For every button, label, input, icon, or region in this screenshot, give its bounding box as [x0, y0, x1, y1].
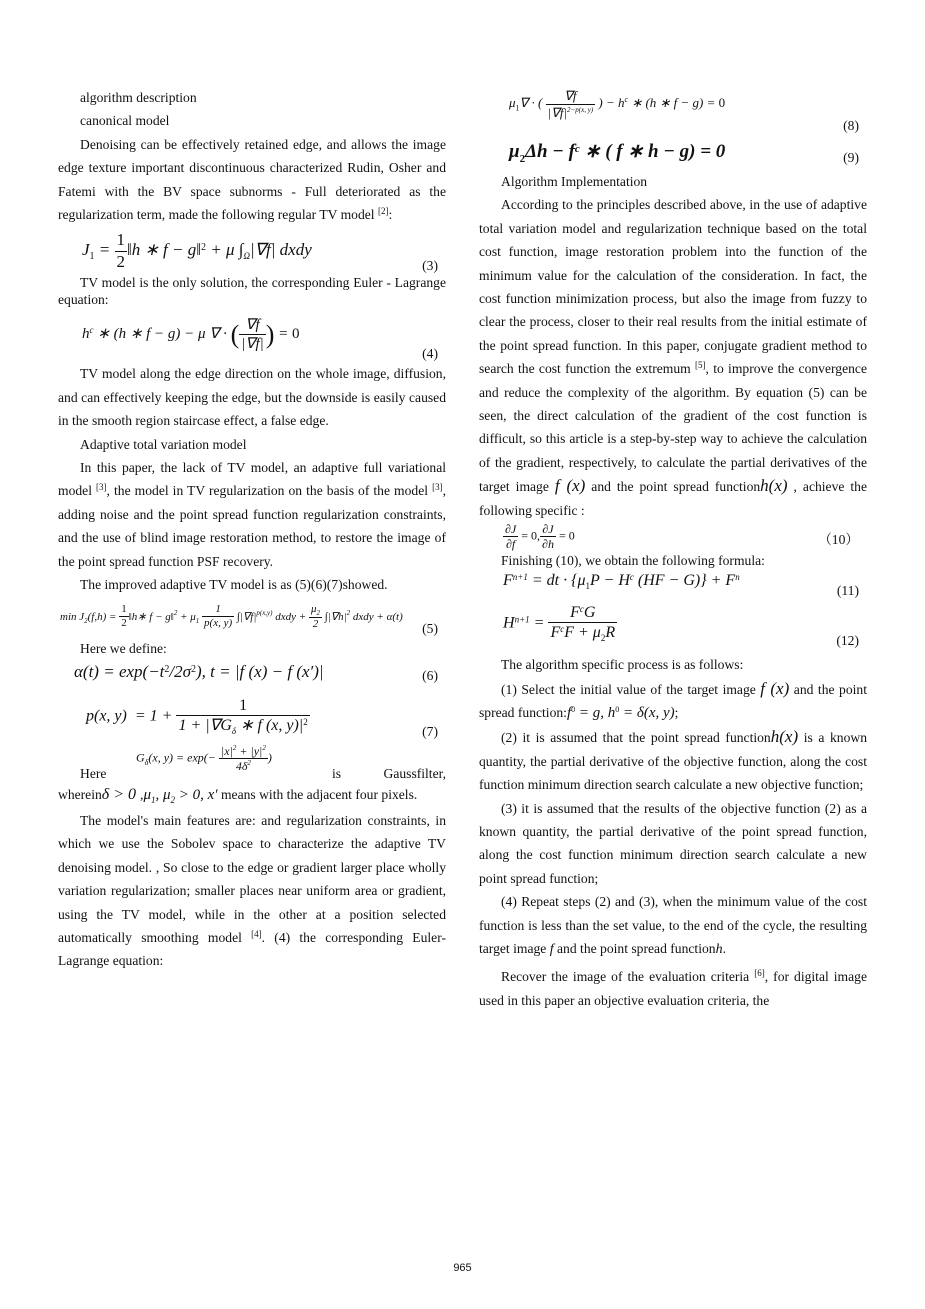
paragraph-define: Here we define: — [80, 640, 167, 656]
paragraph-tv-unique: TV model is the only solution, the corresponding Euler - Lagrange equation: — [58, 275, 446, 308]
page-number: 965 — [453, 1262, 472, 1274]
heading-algorithm-description: algorithm description — [80, 90, 197, 105]
heading-canonical-model: canonical model — [80, 113, 170, 129]
paragraph-improved: The improved adaptive TV model is as (5)(6)(7)showed. — [80, 577, 388, 593]
step-1: (1) Select the initial value of the target image f (x) and the point spread $function:f^0 = g$, $h^0 = \delta(x$, y); — [479, 678, 867, 721]
citation: [3] — [432, 482, 443, 493]
heading-adaptive-tv: Adaptive total variation model — [80, 436, 247, 452]
equation-8: $\mu_1\nabla$ · ( $\frac{\nabla f}{|\nabla f|^{2-p(x, y)}}$ ) − $h^c$ ∗ (h ∗ f − g) = 0 (8) — [509, 88, 859, 133]
equation-11: $F^{n+1}$ = dt · {$\mu_1P - H^c$ $(HF - G)\} + F^n$ (11) — [503, 572, 859, 599]
equation-number: （10） — [818, 532, 859, 548]
equation-number: (5) — [422, 620, 438, 636]
equation-number: (6) — [422, 667, 438, 683]
equation-number: (8) — [843, 118, 859, 133]
equation-10: $\frac{\partial J}{\partial f}$ = 0, $\frac{\partial J}{\partial h}$ = 0 （10） — [505, 522, 859, 552]
paragraph-principles: According to the principles described above, in the use of adaptive total variation model and regularization technique based on the total cost function, image restoration problem into the function of the minimum value for the calculation of the consideration. In fact, the cost function minimization process, but also the image from fuzzy to clear the process, closer to their real results from the initial estimate of the point spread function. In this paper, conjugate gradient method to search the cost function the extremum [5], to improve the convergence and reduce the complexity of the algorithm. By equation (5) can be seen, the direct calculation of the gradient of the cost function is difficult, so this article is a step-by-step way to achieve the calculation of the gradient, respectively, to calculate the partial derivatives of the target image f (x) and the point spread functionh(x) , achieve the following specific : — [479, 197, 867, 518]
paragraph-features: The model's main features are: and regularization constraints, in which we use the Sobolev space to characterize the adaptive TV denoising model. , So close to the edge or gradient larger place wholly variation regularization; smaller places near uniform area or gradient, using the TV model, while in the other at a position selected automatically smoothing model [4]. (4) the corresponding Euler-Lagrange equation: — [58, 812, 446, 969]
paragraph-denoising: Denoising can be effectively retained edge, and allows the image edge texture important discontinuous characterized Rudin, Osher and Fatemi with the BV space subnorms - Full deteriorated as the regularization term, made the following regular TV model [2]: — [58, 136, 446, 223]
equation-5: $\min J_2(f,h)$ = $\frac{1}{2}$ ‖h∗ f − g‖$^2$ + $\mu_1$ $\frac{1}{p(x, y)}$ $\int|\nabla f|^{p(x,y)}$ dxdy + $\frac{\mu_2}{2}$ $\int|\nabla h|^2$ dxdy + α(t) (5) — [60, 602, 438, 636]
right-column — [479, 86, 867, 1012]
left-column — [58, 86, 446, 973]
equation-number: (9) — [843, 150, 859, 165]
equation-4: $h^c$ ∗ (h ∗ f − g) − μ ∇ · ( $\frac{\nabla f}{|\nabla f|}$ ) = 0 (4) — [82, 317, 438, 362]
citation: [4] — [251, 928, 262, 939]
gauss-filter-line: Here $G_\delta(x$, y) = exp(− $\frac{|x|^2 + |y|^2}{4\delta^2}$ ) is Gaussfilter, — [80, 743, 446, 781]
equation-number: (4) — [422, 346, 438, 362]
step-2: (2) it is assumed that the point spread functionh(x) is a known quantity, the partial derivative of the objective function, along the cost function minimum direction search calculate a new objective function; — [479, 727, 867, 793]
citation: [3] — [96, 482, 107, 493]
equation-9: $\mu_2\Delta h - f^c$ ∗ ( f ∗ h − g) = 0 (9) — [509, 141, 859, 165]
step-3: (3) it is assumed that the results of the objective function (2) as a known quantity, the partial derivative of the point spread function, along the cost function minimum direction search calculate a new point spread function; — [479, 800, 867, 886]
equation-12: $H^{n+1}$ = $\frac{F^cG}{F^cF + \mu_2R}$ (12) — [503, 604, 859, 649]
equation-number: (12) — [836, 633, 859, 649]
paragraph-finishing: Finishing (10), we obtain the following formula: — [501, 553, 765, 569]
citation: [2] — [378, 206, 389, 217]
step-4: (4) Repeat steps (2) and (3), when the minimum value of the cost function is less than the set value, to the end of the cycle, the resulting target image f and the point spread functionh. — [479, 894, 867, 957]
equation-number: (7) — [422, 723, 438, 739]
equation-number: (3) — [422, 258, 438, 274]
paragraph-evaluation: Recover the image of the evaluation criteria [6], for digital image used in this paper an objective evaluation criteria, the — [479, 968, 867, 1008]
paragraph-wherein: whereinδ > 0 $,\mu_1$, $\mu_2 > 0$, x′ means with the adjacent four pixels. — [58, 785, 418, 805]
equation-6: $\alpha(t) = \exp(-t^2/2\sigma^2)$, t = |f (x) − f (x′)| (6) — [74, 661, 438, 683]
equation-number: (11) — [836, 583, 859, 599]
citation: [5] — [695, 360, 706, 371]
paragraph-tv-edge: TV model along the edge direction on the whole image, diffusion, and can effectively keeping the edge, but the downside is easily caused in the smooth region staircase effect, a false edge. — [58, 366, 446, 429]
citation: [6] — [754, 968, 765, 979]
equation-3: $J_1$ = $\frac{1}{2}$ ‖h ∗ f − g‖$^2$ + μ $\int_\Omega|\nabla f|$ dxdy (3) — [82, 230, 438, 274]
heading-algorithm-implementation: Algorithm Implementation — [501, 174, 648, 189]
equation-7: p(x, y) = 1 + $\frac{1}{1 + |\nabla G_\delta ∗ f (x, y)|^2}$ (7) — [86, 696, 438, 739]
paragraph-adaptive: In this paper, the lack of TV model, an adaptive full variational model [3], the model in TV regularization on the basis of the model [3], adding noise and the point spread function regularization constraints, and the use of blind image restoration method, to restore the image of the point spread function PSF recovery. — [58, 460, 447, 569]
paragraph-process: The algorithm specific process is as follows: — [501, 657, 744, 673]
